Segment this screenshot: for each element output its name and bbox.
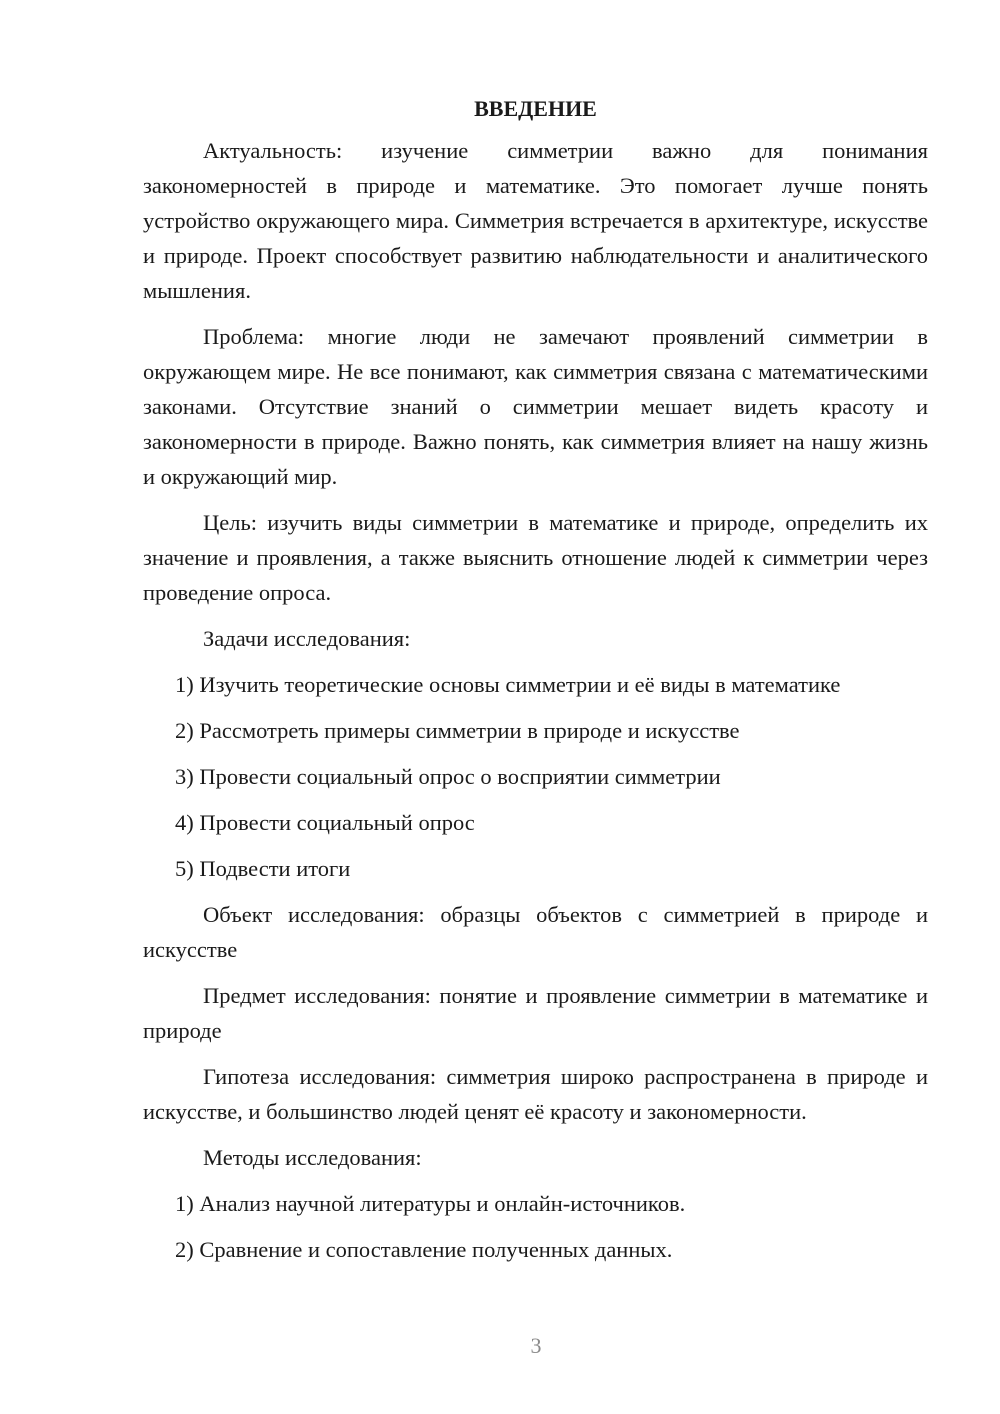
tasks-list bbox=[143, 667, 928, 886]
list-item: 3) Провести социальный опрос о восприятии симметрии bbox=[175, 764, 721, 789]
list-item: 1) Анализ научной литературы и онлайн-источников. bbox=[175, 1191, 686, 1216]
problem-paragraph: Проблема: многие люди не замечают проявлений симметрии в окружающем мире. Не все понимают, как симметрия связана с математическими законами. Отсутствие знаний о симметрии мешает видеть красоту и закономерности в природе. Важно понять, как симметрия влияет на нашу жизнь и окружающий мир. bbox=[143, 324, 928, 489]
methods-list bbox=[143, 1186, 928, 1267]
list-item: 5) Подвести итоги bbox=[175, 856, 351, 881]
page-title: ВВЕДЕНИЕ bbox=[474, 96, 597, 121]
document-page bbox=[143, 94, 928, 1278]
tasks-heading: Задачи исследования: bbox=[203, 626, 411, 651]
goal-paragraph: Цель: изучить виды симметрии в математике и природе, определить их значение и проявления, а также выяснить отношение людей к симметрии через проведение опроса. bbox=[143, 510, 928, 605]
hypothesis-paragraph: Гипотеза исследования: симметрия широко распространена в природе и искусстве, и большинство людей ценят её красоту и закономерности. bbox=[143, 1064, 928, 1124]
list-item: 1) Изучить теоретические основы симметрии и её виды в математике bbox=[175, 672, 841, 697]
subject-paragraph: Предмет исследования: понятие и проявление симметрии в математике и природе bbox=[143, 983, 928, 1043]
page-number: 3 bbox=[530, 1333, 542, 1358]
list-item: 2) Рассмотреть примеры симметрии в природе и искусстве bbox=[175, 718, 740, 743]
relevance-paragraph: Актуальность: изучение симметрии важно для понимания закономерностей в природе и математике. Это помогает лучше понять устройство окружающего мира. Симметрия встречается в архитектуре, искусстве и природе. Проект способствует развитию наблюдательности и аналитического мышления. bbox=[143, 138, 928, 303]
methods-heading: Методы исследования: bbox=[203, 1145, 422, 1170]
list-item: 4) Провести социальный опрос bbox=[175, 810, 475, 835]
object-paragraph: Объект исследования: образцы объектов с симметрией в природе и искусстве bbox=[143, 902, 928, 962]
list-item: 2) Сравнение и сопоставление полученных данных. bbox=[175, 1237, 673, 1262]
